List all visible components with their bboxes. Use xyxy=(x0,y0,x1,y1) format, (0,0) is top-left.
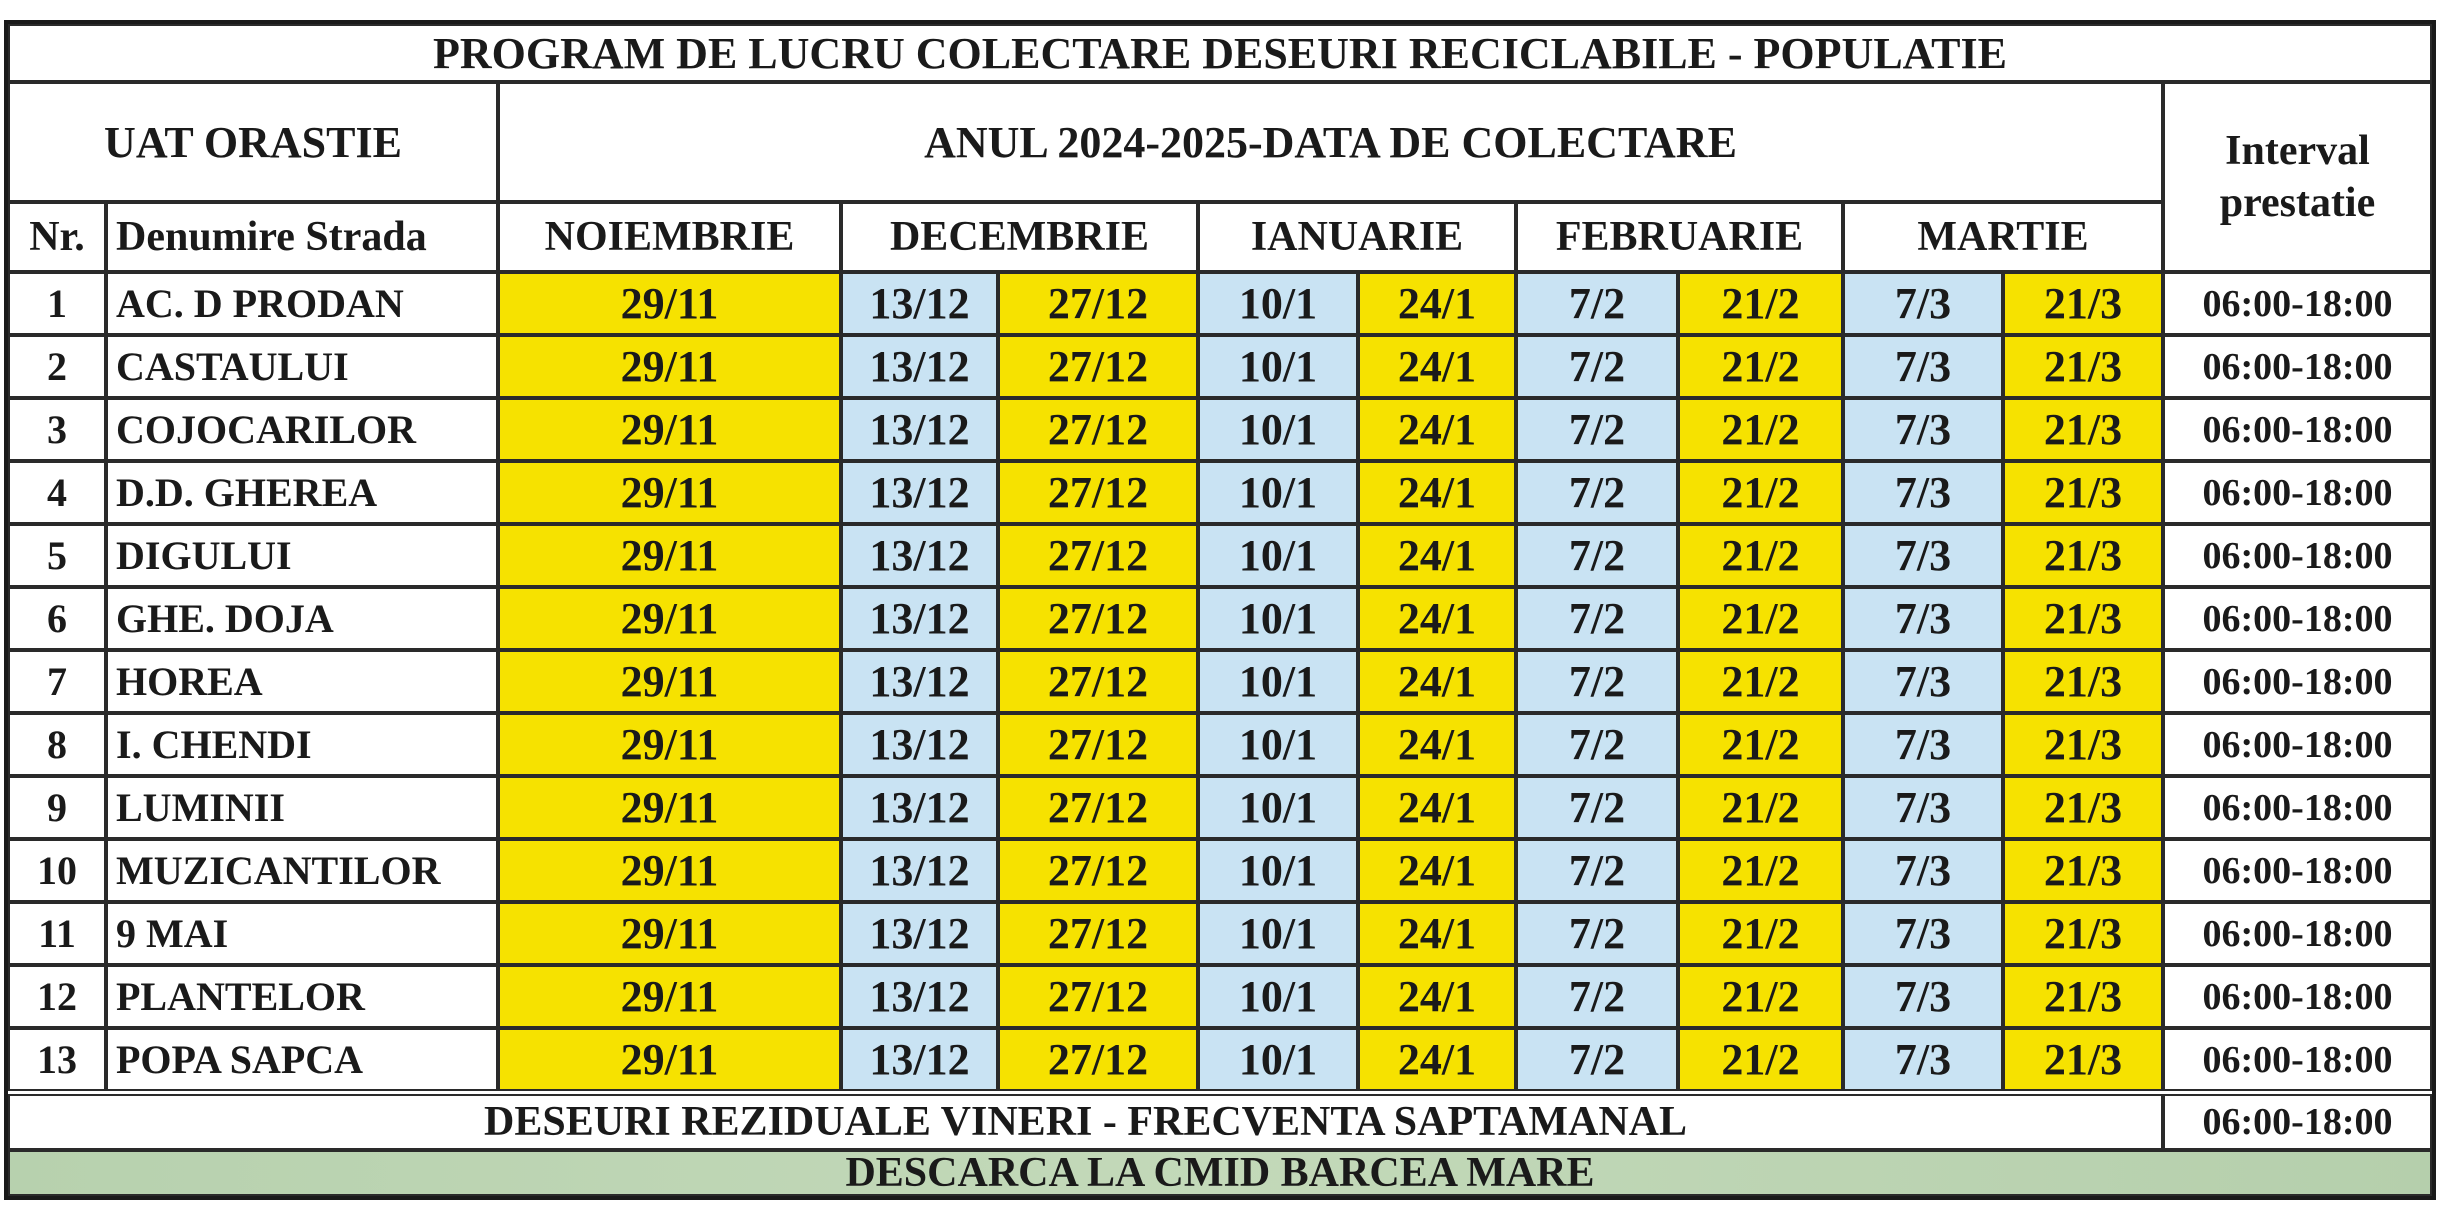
residual-interval: 06:00-18:00 xyxy=(2163,1094,2432,1150)
collection-date: 24/1 xyxy=(1358,839,1516,902)
collection-date: 10/1 xyxy=(1198,965,1358,1028)
row-number: 9 xyxy=(8,776,106,839)
collection-date: 7/2 xyxy=(1516,524,1678,587)
row-number: 7 xyxy=(8,650,106,713)
collection-date: 21/3 xyxy=(2003,335,2163,398)
collection-date: 10/1 xyxy=(1198,461,1358,524)
row-number: 6 xyxy=(8,587,106,650)
collection-date: 29/11 xyxy=(498,902,841,965)
collection-date: 24/1 xyxy=(1358,713,1516,776)
month-header-4: FEBRUARIE xyxy=(1516,202,1843,272)
collection-date: 7/3 xyxy=(1843,398,2003,461)
row-number: 8 xyxy=(8,713,106,776)
collection-date: 24/1 xyxy=(1358,398,1516,461)
collection-date: 7/3 xyxy=(1843,965,2003,1028)
collection-date: 21/3 xyxy=(2003,461,2163,524)
collection-date: 21/2 xyxy=(1678,776,1843,839)
service-interval: 06:00-18:00 xyxy=(2163,335,2432,398)
collection-date: 13/12 xyxy=(841,335,998,398)
collection-date: 24/1 xyxy=(1358,335,1516,398)
collection-date: 27/12 xyxy=(998,776,1198,839)
street-name: COJOCARILOR xyxy=(106,398,498,461)
collection-date: 29/11 xyxy=(498,398,841,461)
collection-date: 21/2 xyxy=(1678,461,1843,524)
collection-date: 7/2 xyxy=(1516,839,1678,902)
month-header-5: MARTIE xyxy=(1843,202,2163,272)
month-header-3: IANUARIE xyxy=(1198,202,1516,272)
collection-date: 10/1 xyxy=(1198,335,1358,398)
collection-date: 13/12 xyxy=(841,272,998,335)
collection-date: 7/3 xyxy=(1843,1028,2003,1091)
collection-date: 21/3 xyxy=(2003,1028,2163,1091)
month-header-2: DECEMBRIE xyxy=(841,202,1198,272)
collection-date: 13/12 xyxy=(841,713,998,776)
collection-date: 24/1 xyxy=(1358,902,1516,965)
street-name: HOREA xyxy=(106,650,498,713)
collection-date: 29/11 xyxy=(498,461,841,524)
collection-date: 13/12 xyxy=(841,776,998,839)
collection-date: 13/12 xyxy=(841,524,998,587)
collection-date: 13/12 xyxy=(841,965,998,1028)
collection-date: 29/11 xyxy=(498,776,841,839)
collection-date: 21/3 xyxy=(2003,650,2163,713)
collection-date: 29/11 xyxy=(498,965,841,1028)
service-interval: 06:00-18:00 xyxy=(2163,839,2432,902)
collection-date: 21/2 xyxy=(1678,587,1843,650)
collection-date: 21/2 xyxy=(1678,839,1843,902)
collection-date: 21/3 xyxy=(2003,965,2163,1028)
street-name: AC. D PRODAN xyxy=(106,272,498,335)
collection-date: 21/2 xyxy=(1678,965,1843,1028)
collection-date: 27/12 xyxy=(998,713,1198,776)
collection-date: 7/3 xyxy=(1843,839,2003,902)
collection-date: 7/2 xyxy=(1516,461,1678,524)
collection-date: 21/2 xyxy=(1678,713,1843,776)
collection-date: 29/11 xyxy=(498,1028,841,1091)
collection-date: 29/11 xyxy=(498,335,841,398)
residual-waste-note: DESEURI REZIDUALE VINERI - FRECVENTA SAPTAMANAL xyxy=(8,1094,2163,1150)
uat-header: UAT ORASTIE xyxy=(8,82,498,202)
month-header-1: NOIEMBRIE xyxy=(498,202,841,272)
collection-date: 21/3 xyxy=(2003,524,2163,587)
interval-header-label: Interval prestatie xyxy=(2219,127,2376,226)
collection-date: 10/1 xyxy=(1198,713,1358,776)
collection-date: 27/12 xyxy=(998,839,1198,902)
service-interval: 06:00-18:00 xyxy=(2163,1028,2432,1091)
street-name: LUMINII xyxy=(106,776,498,839)
collection-date: 21/3 xyxy=(2003,902,2163,965)
collection-date: 10/1 xyxy=(1198,272,1358,335)
service-interval: 06:00-18:00 xyxy=(2163,902,2432,965)
collection-date: 10/1 xyxy=(1198,776,1358,839)
collection-date: 13/12 xyxy=(841,461,998,524)
page-title: PROGRAM DE LUCRU COLECTARE DESEURI RECICLABILE - POPULATIE xyxy=(8,24,2432,82)
collection-date: 7/3 xyxy=(1843,650,2003,713)
collection-date: 7/3 xyxy=(1843,713,2003,776)
collection-date: 7/3 xyxy=(1843,524,2003,587)
collection-date: 7/2 xyxy=(1516,335,1678,398)
service-interval: 06:00-18:00 xyxy=(2163,461,2432,524)
street-name: CASTAULUI xyxy=(106,335,498,398)
collection-date: 7/2 xyxy=(1516,902,1678,965)
row-number: 12 xyxy=(8,965,106,1028)
collection-date: 21/2 xyxy=(1678,650,1843,713)
collection-date: 24/1 xyxy=(1358,461,1516,524)
collection-date: 21/2 xyxy=(1678,524,1843,587)
collection-date: 21/3 xyxy=(2003,272,2163,335)
row-number: 10 xyxy=(8,839,106,902)
collection-date: 10/1 xyxy=(1198,650,1358,713)
street-name: DIGULUI xyxy=(106,524,498,587)
collection-date: 7/2 xyxy=(1516,587,1678,650)
collection-date: 27/12 xyxy=(998,1028,1198,1091)
collection-date: 10/1 xyxy=(1198,398,1358,461)
collection-date: 29/11 xyxy=(498,839,841,902)
service-interval: 06:00-18:00 xyxy=(2163,650,2432,713)
street-name: POPA SAPCA xyxy=(106,1028,498,1091)
collection-date: 24/1 xyxy=(1358,587,1516,650)
collection-date: 21/3 xyxy=(2003,398,2163,461)
street-name: MUZICANTILOR xyxy=(106,839,498,902)
collection-date: 21/3 xyxy=(2003,587,2163,650)
collection-date: 21/3 xyxy=(2003,776,2163,839)
collection-date: 24/1 xyxy=(1358,272,1516,335)
service-interval: 06:00-18:00 xyxy=(2163,776,2432,839)
collection-date: 21/2 xyxy=(1678,335,1843,398)
collection-date: 29/11 xyxy=(498,713,841,776)
street-name: PLANTELOR xyxy=(106,965,498,1028)
collection-date: 7/3 xyxy=(1843,461,2003,524)
collection-date: 27/12 xyxy=(998,524,1198,587)
service-interval: 06:00-18:00 xyxy=(2163,713,2432,776)
collection-date: 7/3 xyxy=(1843,776,2003,839)
schedule-table xyxy=(4,20,2436,1200)
row-number: 4 xyxy=(8,461,106,524)
collection-date: 7/2 xyxy=(1516,1028,1678,1091)
collection-date: 24/1 xyxy=(1358,1028,1516,1091)
row-number: 2 xyxy=(8,335,106,398)
collection-date: 10/1 xyxy=(1198,587,1358,650)
collection-date: 7/2 xyxy=(1516,272,1678,335)
collection-date: 7/3 xyxy=(1843,272,2003,335)
collection-date: 7/2 xyxy=(1516,965,1678,1028)
service-interval: 06:00-18:00 xyxy=(2163,587,2432,650)
collection-date: 7/2 xyxy=(1516,398,1678,461)
collection-date: 27/12 xyxy=(998,965,1198,1028)
collection-date: 27/12 xyxy=(998,650,1198,713)
collection-date: 21/2 xyxy=(1678,1028,1843,1091)
collection-date: 7/3 xyxy=(1843,587,2003,650)
street-name: I. CHENDI xyxy=(106,713,498,776)
row-number: 11 xyxy=(8,902,106,965)
collection-date: 10/1 xyxy=(1198,524,1358,587)
collection-date: 7/2 xyxy=(1516,713,1678,776)
collection-date: 27/12 xyxy=(998,902,1198,965)
row-number: 1 xyxy=(8,272,106,335)
discharge-note: DESCARCA LA CMID BARCEA MARE xyxy=(8,1150,2432,1196)
collection-date: 27/12 xyxy=(998,272,1198,335)
row-number: 3 xyxy=(8,398,106,461)
collection-date: 21/3 xyxy=(2003,839,2163,902)
collection-date: 21/3 xyxy=(2003,713,2163,776)
collection-date: 21/2 xyxy=(1678,272,1843,335)
collection-date: 29/11 xyxy=(498,650,841,713)
street-name: D.D. GHEREA xyxy=(106,461,498,524)
collection-date: 7/3 xyxy=(1843,902,2003,965)
collection-date: 7/3 xyxy=(1843,335,2003,398)
row-number: 13 xyxy=(8,1028,106,1091)
collection-date: 24/1 xyxy=(1358,776,1516,839)
collection-date: 29/11 xyxy=(498,272,841,335)
collection-date: 21/2 xyxy=(1678,902,1843,965)
collection-date: 24/1 xyxy=(1358,524,1516,587)
collection-date: 29/11 xyxy=(498,587,841,650)
collection-date: 13/12 xyxy=(841,1028,998,1091)
collection-date: 27/12 xyxy=(998,587,1198,650)
collection-date: 27/12 xyxy=(998,398,1198,461)
interval-header xyxy=(2163,82,2432,272)
nr-header: Nr. xyxy=(8,202,106,272)
collection-date: 7/2 xyxy=(1516,650,1678,713)
collection-date: 27/12 xyxy=(998,461,1198,524)
collection-date: 13/12 xyxy=(841,902,998,965)
collection-date: 13/12 xyxy=(841,587,998,650)
service-interval: 06:00-18:00 xyxy=(2163,272,2432,335)
collection-date: 10/1 xyxy=(1198,902,1358,965)
collection-date: 13/12 xyxy=(841,398,998,461)
collection-date: 13/12 xyxy=(841,839,998,902)
collection-date: 24/1 xyxy=(1358,650,1516,713)
service-interval: 06:00-18:00 xyxy=(2163,965,2432,1028)
street-name: GHE. DOJA xyxy=(106,587,498,650)
row-number: 5 xyxy=(8,524,106,587)
collection-date: 10/1 xyxy=(1198,839,1358,902)
service-interval: 06:00-18:00 xyxy=(2163,398,2432,461)
collection-date: 24/1 xyxy=(1358,965,1516,1028)
collection-date: 29/11 xyxy=(498,524,841,587)
collection-date: 10/1 xyxy=(1198,1028,1358,1091)
street-header: Denumire Strada xyxy=(106,202,498,272)
collection-date: 21/2 xyxy=(1678,398,1843,461)
service-interval: 06:00-18:00 xyxy=(2163,524,2432,587)
collection-date: 7/2 xyxy=(1516,776,1678,839)
collection-date: 27/12 xyxy=(998,335,1198,398)
year-header: ANUL 2024-2025-DATA DE COLECTARE xyxy=(498,82,2163,202)
street-name: 9 MAI xyxy=(106,902,498,965)
collection-date: 13/12 xyxy=(841,650,998,713)
